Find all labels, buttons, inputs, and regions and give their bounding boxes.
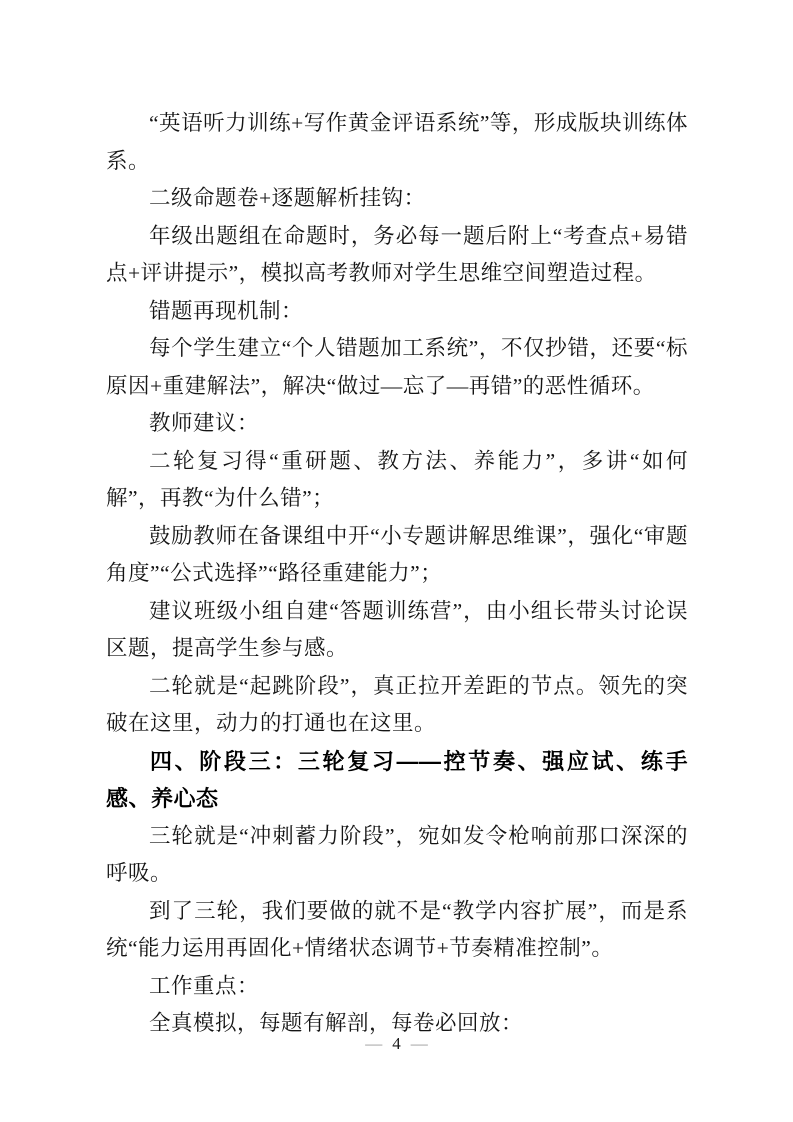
paragraph: 全真模拟，每题有解剖，每卷必回放： xyxy=(149,1011,524,1035)
paragraph: 每个学生建立“个人错题加工系统”，不仅抄错，还要“标原因+重建解法”，解决“做过—忘了—再错”的恶性循环。 xyxy=(106,336,688,398)
paragraph: “英语听力训练+写作黄金评语系统”等，形成版块训练体系。 xyxy=(106,111,688,173)
footer-left-dash: — xyxy=(365,1034,383,1053)
section-heading: 四、阶段三：三轮复习——控节奏、强应试、练手感、养心态 xyxy=(106,748,688,811)
paragraph: 错题再现机制： xyxy=(149,298,304,323)
paragraph: 二轮就是“起跳阶段”，真正拉开差距的节点。领先的突破在这里，动力的打通也在这里。 xyxy=(106,673,688,735)
paragraph: 二级命题卷+逐题解析挂钩： xyxy=(149,186,426,210)
paragraph: 到了三轮，我们要做的就不是“教学内容扩展”，而是系统“能力运用再固化+情绪状态调节+节奏精准控制”。 xyxy=(106,898,688,960)
page-footer xyxy=(0,1032,793,1056)
paragraph: 三轮就是“冲刺蓄力阶段”，宛如发令枪响前那口深深的呼吸。 xyxy=(106,823,688,885)
page-number: 4 xyxy=(392,1034,401,1053)
paragraph: 教师建议： xyxy=(149,411,260,435)
paragraph: 建议班级小组自建“答题训练营”，由小组长带头讨论误区题，提高学生参与感。 xyxy=(106,598,688,660)
paragraph: 鼓励教师在备课组中开“小专题讲解思维课”，强化“审题角度”“公式选择”“路径重建能力”； xyxy=(106,523,688,585)
paragraph: 工作重点： xyxy=(149,973,260,998)
document-body xyxy=(106,105,688,1043)
footer-right-dash: — xyxy=(410,1034,428,1053)
paragraph: 年级出题组在命题时，务必每一题后附上“考查点+易错点+评讲提示”，模拟高考教师对学生思维空间塑造过程。 xyxy=(106,223,688,285)
paragraph: 二轮复习得“重研题、教方法、养能力”，多讲“如何解”，再教“为什么错”； xyxy=(106,448,688,510)
